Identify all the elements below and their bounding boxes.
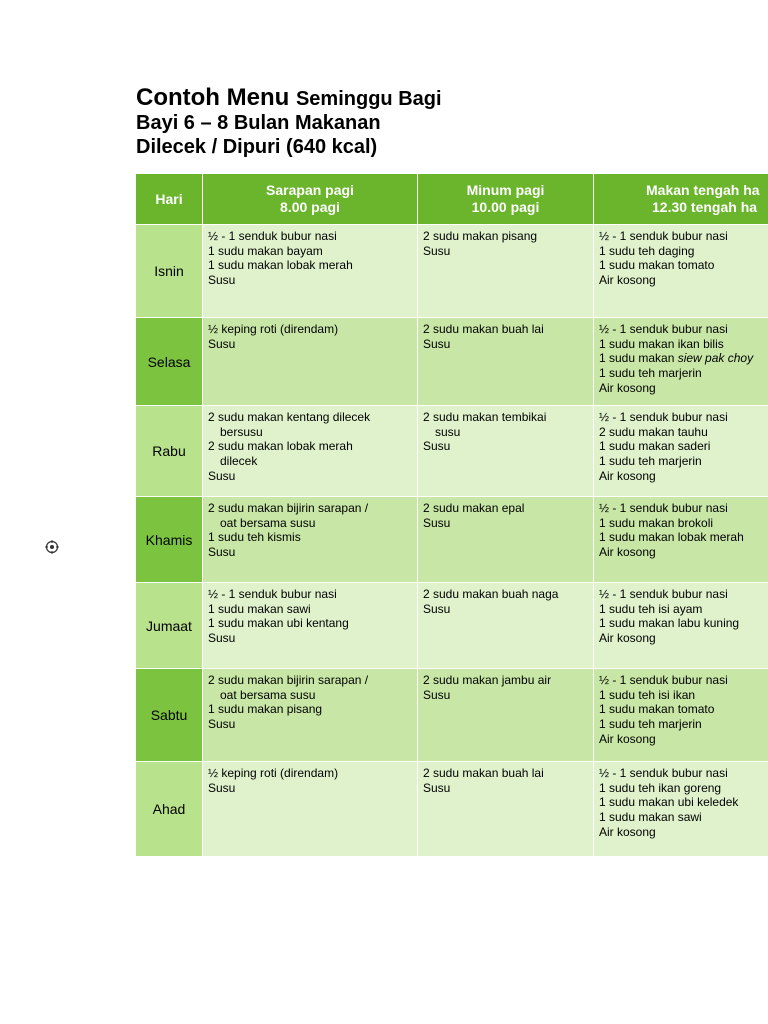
morning-drink-cell	[418, 225, 594, 318]
menu-item-line: ½ - 1 senduk bubur nasi	[208, 229, 337, 243]
menu-item-line: Susu	[423, 515, 451, 530]
menu-item-line: 1 sudu makan tomato	[599, 258, 715, 273]
menu-item-line: ½ keping roti (direndam)	[208, 766, 339, 780]
breakfast-cell	[203, 318, 418, 406]
menu-item-line: 1 sudu teh marjerin	[599, 717, 702, 732]
lunch-cell	[594, 225, 768, 318]
table-row	[136, 669, 768, 762]
morning-drink-cell	[418, 669, 594, 762]
menu-item-line: dilecek	[220, 454, 258, 469]
menu-item-line: ½ - 1 senduk bubur nasi	[208, 587, 337, 601]
menu-item-line: Air kosong	[599, 824, 656, 839]
page-title	[136, 86, 756, 159]
menu-item-line: Air kosong	[599, 468, 656, 483]
menu-item-line: 1 sudu makan labu kuning	[599, 616, 740, 631]
menu-item-line: 1 sudu makan ikan bilis	[599, 336, 724, 351]
menu-item-line: 1 sudu makan bayam	[208, 243, 323, 258]
menu-item-line: 1 sudu teh marjerin	[599, 366, 702, 381]
lunch-cell	[594, 583, 768, 669]
title-sub: Seminggu Bagi	[295, 88, 442, 110]
menu-item-line: Susu	[423, 439, 451, 454]
menu-item-line: 1 sudu makan lobak merah	[599, 530, 744, 545]
menu-table-wrapper	[135, 173, 768, 857]
header-morning-drink: Minum pagi 10.00 pagi	[418, 174, 594, 225]
morning-drink-cell	[418, 583, 594, 669]
menu-item-line: ½ - 1 senduk bubur nasi	[599, 766, 728, 780]
table-body	[136, 225, 768, 857]
title-line-2: Bayi 6 – 8 Bulan Makanan	[136, 112, 381, 134]
morning-drink-cell	[418, 497, 594, 583]
menu-item-line: 1 sudu makan ubi keledek	[599, 795, 739, 810]
table-row	[136, 762, 768, 857]
menu-item-line: Susu	[423, 601, 451, 616]
title-main: Contoh Menu	[136, 84, 290, 111]
menu-item-line: Air kosong	[599, 273, 656, 288]
menu-item-line: 2 sudu makan buah naga	[423, 587, 559, 601]
day-cell: Rabu	[136, 406, 203, 497]
menu-item-line: Susu	[208, 780, 236, 795]
menu-item-line: 1 sudu makan lobak merah	[208, 258, 353, 273]
menu-item-line: 2 sudu makan tauhu	[599, 424, 708, 439]
menu-item-line: 2 sudu makan tembikai	[423, 410, 547, 424]
morning-drink-cell	[418, 762, 594, 857]
menu-item-line: Susu	[423, 336, 451, 351]
breakfast-cell	[203, 497, 418, 583]
table-row	[136, 497, 768, 583]
menu-item-line: ½ keping roti (direndam)	[208, 322, 339, 336]
day-cell: Selasa	[136, 318, 203, 406]
lunch-cell	[594, 762, 768, 857]
menu-item-line: 2 sudu makan bijirin sarapan /	[208, 501, 369, 515]
menu-item-line: oat bersama susu	[220, 687, 316, 702]
menu-item-line: 2 sudu makan kentang dilecek	[208, 410, 371, 424]
lunch-cell	[594, 669, 768, 762]
morning-drink-cell	[418, 318, 594, 406]
header-breakfast: Sarapan pagi 8.00 pagi	[203, 174, 418, 225]
menu-item-line: ½ - 1 senduk bubur nasi	[599, 501, 728, 515]
header-day: Hari	[136, 174, 203, 225]
menu-item-line: 1 sudu teh ikan goreng	[599, 780, 722, 795]
menu-item-line: ½ - 1 senduk bubur nasi	[599, 673, 728, 687]
weekly-menu-table	[135, 173, 768, 857]
menu-item-line: 1 sudu makan pisang	[208, 702, 323, 717]
menu-item-line: 2 sudu makan pisang	[423, 229, 538, 243]
menu-item-line: 1 sudu teh daging	[599, 243, 695, 258]
header-lunch: Makan tengah ha 12.30 tengah ha	[594, 174, 768, 225]
menu-item-line: 1 sudu makan sawi	[208, 601, 311, 616]
menu-item-line: 1 sudu teh isi ikan	[599, 687, 696, 702]
lunch-cell	[594, 318, 768, 406]
menu-item-line: ½ - 1 senduk bubur nasi	[599, 587, 728, 601]
menu-item-line: Susu	[208, 468, 236, 483]
menu-item-line: ½ - 1 senduk bubur nasi	[599, 229, 728, 243]
menu-item-line: Susu	[423, 687, 451, 702]
menu-item-line: Susu	[208, 631, 236, 646]
menu-item-line: 1 sudu makan siew pak choy	[599, 351, 754, 366]
menu-item-line: 2 sudu makan epal	[423, 501, 525, 515]
morning-drink-cell	[418, 406, 594, 497]
menu-item-line: bersusu	[220, 424, 263, 439]
menu-item-line: Susu	[208, 545, 236, 560]
lunch-cell	[594, 497, 768, 583]
menu-item-line: oat bersama susu	[220, 515, 316, 530]
crosshair-target-icon	[45, 540, 59, 554]
title-line-1	[136, 86, 756, 111]
menu-item-line: ½ - 1 senduk bubur nasi	[599, 410, 728, 424]
breakfast-cell	[203, 583, 418, 669]
menu-item-line: Air kosong	[599, 380, 656, 395]
table-row	[136, 583, 768, 669]
menu-item-line: Air kosong	[599, 731, 656, 746]
breakfast-cell	[203, 406, 418, 497]
menu-item-line: susu	[435, 424, 461, 439]
menu-item-line: Susu	[208, 717, 236, 732]
day-cell: Isnin	[136, 225, 203, 318]
menu-item-line: ½ - 1 senduk bubur nasi	[599, 322, 728, 336]
breakfast-cell	[203, 225, 418, 318]
table-row	[136, 225, 768, 318]
table-row	[136, 318, 768, 406]
menu-item-line: 2 sudu makan lobak merah	[208, 439, 353, 454]
day-cell: Ahad	[136, 762, 203, 857]
menu-item-line: 2 sudu makan bijirin sarapan /	[208, 673, 369, 687]
title-line-3: Dilecek / Dipuri (640 kcal)	[136, 136, 378, 158]
menu-item-line: 1 sudu makan tomato	[599, 702, 715, 717]
day-cell: Sabtu	[136, 669, 203, 762]
menu-item-line: 1 sudu makan brokoli	[599, 515, 714, 530]
table-header-row	[136, 174, 768, 225]
menu-item-line: 1 sudu makan sawi	[599, 810, 702, 825]
menu-item-line: 1 sudu makan saderi	[599, 439, 711, 454]
breakfast-cell	[203, 762, 418, 857]
day-cell: Khamis	[136, 497, 203, 583]
menu-item-line: Air kosong	[599, 631, 656, 646]
menu-item-line: 1 sudu teh isi ayam	[599, 601, 703, 616]
menu-item-line: Susu	[423, 780, 451, 795]
menu-item-line: Susu	[208, 336, 236, 351]
lunch-cell	[594, 406, 768, 497]
day-cell: Jumaat	[136, 583, 203, 669]
menu-item-line: 1 sudu teh marjerin	[599, 454, 702, 469]
menu-item-line: Air kosong	[599, 545, 656, 560]
vegetable-name-italic: siew pak choy	[677, 351, 754, 366]
menu-item-line: 2 sudu makan jambu air	[423, 673, 552, 687]
breakfast-cell	[203, 669, 418, 762]
menu-item-line: Susu	[208, 273, 236, 288]
menu-item-line: 1 sudu makan ubi kentang	[208, 616, 349, 631]
menu-item-line: 1 sudu teh kismis	[208, 530, 301, 545]
menu-item-line: 2 sudu makan buah lai	[423, 322, 544, 336]
table-row	[136, 406, 768, 497]
menu-item-line: Susu	[423, 243, 451, 258]
menu-item-line: 2 sudu makan buah lai	[423, 766, 544, 780]
